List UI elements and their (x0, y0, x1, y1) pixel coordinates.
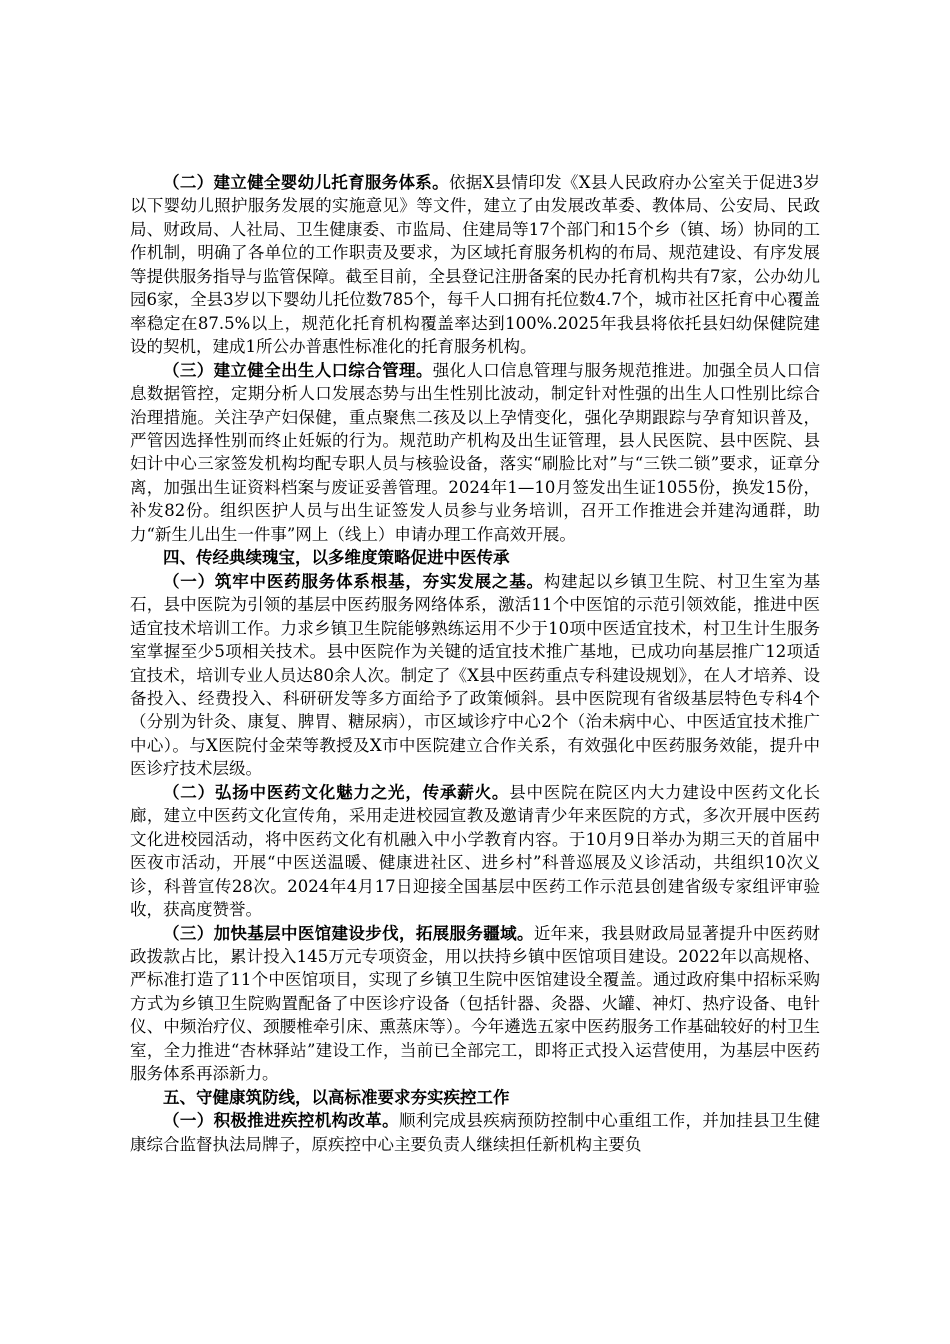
paragraph-lead: （三）加快基层中医馆建设步伐，拓展服务疆域。 (163, 923, 534, 943)
paragraph-body: 依据X县情印发《X县人民政府办公室关于促进3岁以下婴幼儿照护服务发展的实施意见》等文件，建立了由发展改革委、教体局、公安局、民政局、财政局、人社局、卫生健康委、市监局、住建局等17个部门和15个乡（镇、场）协同的工作机制，明确了各单位的工作职责及要求，为区域托育服务机构的布局、规范建设、有序发展等提供服务指导与监管保障。截至目前，全县登记注册备案的民办托育机构共有7家，公办幼儿园6家，全县3岁以下婴幼儿托位数785个，每千人口拥有托位数4.7个，城市社区托育中心覆盖率稳定在87.5%以上，规范化托育机构覆盖率达到100%.2025年我县将依托县妇幼保健院建设的契机，建成1所公办普惠性标准化的托育服务机构。 (130, 173, 820, 357)
paragraph-cdc-reform (130, 1109, 820, 1156)
section-heading-tcm: 四、传经典续瑰宝，以多维度策略促进中医传承 (163, 548, 510, 568)
paragraph-lead: （一）积极推进疾控机构改革。 (163, 1111, 399, 1131)
paragraph-tcm-service-system (130, 570, 820, 781)
paragraph-childcare-system (130, 171, 820, 359)
paragraph-tcm-culture (130, 781, 820, 922)
paragraph-body: 县中医院在院区内大力建设中医药文化长廊，建立中医药文化宣传角，采用走进校园宣教及邀请青少年来医院的方式，多次开展中医药文化进校园活动，将中医药文化有机融入中小学教育内容。于10月9日举办为期三天的首届中医夜市活动，开展“中医送温暖、健康进社区、进乡村”科普巡展及义诊活动，共组织10次义诊，科普宣传28次。2024年4月17日迎接全国基层中医药工作示范县创建省级专家组评审验收，获高度赞誉。 (130, 782, 821, 920)
paragraph-body: 近年来，我县财政局显著提升中医药财政拨款占比，累计投入145万元专项资金，用以扶持乡镇中医馆项目建设。2022年以高规格、严标准打造了11个中医馆项目，实现了乡镇卫生院中医馆建设全覆盖。通过政府集中招标采购方式为乡镇卫生院购置配备了中医诊疗设备（包括针器、灸器、火罐、神灯、热疗设备、电针仪、中频治疗仪、颈腰椎牵引床、熏蒸床等）。今年遴选五家中医药服务工作基础较好的村卫生室，全力推进“杏林驿站”建设工作，当前已全部完工，即将正式投入运营使用，为基层中医药服务体系再添新力。 (130, 923, 821, 1084)
paragraph-body: 构建起以乡镇卫生院、村卫生室为基石，县中医院为引领的基层中医药服务网络体系，激活11个中医馆的示范引领效能，推进中医适宜技术培训工作。力求乡镇卫生院能够熟练运用不少于10项中医适宜技术，村卫生计生服务室掌握至少5项相关技术。县中医院作为关键的适宜技术推广基地，已成功向基层推广12项适宜技术，培训专业人员达80余人次。制定了《X县中医药重点专科建设规划》，在人才培养、设备投入、经费投入、科研研发等多方面给予了政策倾斜。县中医院现有省级基层特色专科4个（分别为针灸、康复、脾胃、糖尿病），市区域诊疗中心2个（治未病中心、中医适宜技术推广中心）。与X医院付金荣等教授及X市中医院建立合作关系，有效强化中医药服务效能，提升中医诊疗技术层级。 (130, 571, 821, 779)
paragraph-birth-population (130, 359, 820, 547)
paragraph-body: 强化人口信息管理与服务规范推进。加强全员人口信息数据管控，定期分析人口发展态势与出生性别比波动，制定针对性强的出生人口性别比综合治理措施。关注孕产妇保健，重点聚焦二孩及以上孕情变化，强化孕期跟踪与孕育知识普及，严管因选择性别而终止妊娠的行为。规范助产机构及出生证管理，县人民医院、县中医院、县妇计中心三家签发机构均配专职人员与核验设备，落实“刷脸比对”与“三铁二锁”要求，证章分离，加强出生证资料档案与废证妥善管理。2024年1—10月签发出生证1055份，换发15份，补发82份。组织医护人员与出生证签发人员参与业务培训，召开工作推进会并建沟通群，助力“新生儿出生一件事”网上（线上）申请办理工作高效开展。 (130, 360, 821, 544)
paragraph-lead: （二）建立健全婴幼儿托育服务体系。 (163, 173, 449, 192)
document-page (130, 171, 820, 1156)
paragraph-lead: （一）筑牢中医药服务体系根基，夯实发展之基。 (163, 571, 544, 591)
paragraph-body: 顺利完成县疾病预防控制中心重组工作，并加挂县卫生健康综合监督执法局牌子，原疾控中心主要负责人继续担任新机构主要负 (130, 1111, 821, 1154)
paragraph-tcm-clinics (130, 922, 820, 1086)
paragraph-lead: （二）弘扬中医药文化魅力之光，传承薪火。 (163, 782, 510, 802)
section-heading-disease-control: 五、守健康筑防线，以高标准要求夯实疾控工作 (163, 1087, 510, 1107)
paragraph-lead: （三）建立健全出生人口综合管理。 (163, 360, 433, 380)
